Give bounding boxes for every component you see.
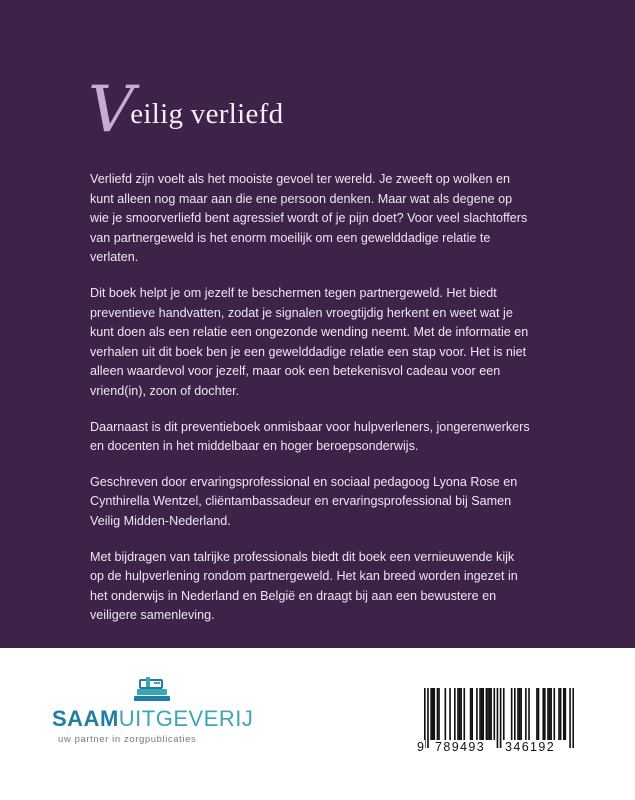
barcode-bar xyxy=(547,688,549,740)
barcode-bar xyxy=(572,688,574,748)
barcode-bar xyxy=(481,688,483,740)
barcode-bar xyxy=(538,688,540,740)
barcode-bar xyxy=(500,688,502,748)
barcode-bar xyxy=(449,688,451,740)
barcode-bar xyxy=(463,688,465,740)
barcode-bar xyxy=(487,688,489,740)
barcode-bar xyxy=(528,688,530,740)
barcode-bar xyxy=(424,688,426,748)
barcode-bar xyxy=(544,688,546,740)
isbn-barcode xyxy=(417,688,574,756)
barcode-bar xyxy=(486,688,488,740)
barcode-bar xyxy=(437,688,439,740)
barcode-bar xyxy=(432,688,434,740)
barcode-bar xyxy=(520,688,522,740)
barcode-bar xyxy=(438,688,440,740)
barcode-bar xyxy=(563,688,565,740)
barcode-bar xyxy=(525,688,527,740)
barcode-bar xyxy=(497,688,499,748)
blurb-text xyxy=(90,170,530,642)
barcode-left-group: 789493 xyxy=(435,740,486,754)
barcode-bar xyxy=(433,688,435,740)
barcode-bar xyxy=(457,688,459,740)
barcode-bar xyxy=(536,688,538,740)
publisher-tagline: uw partner in zorgpublicaties xyxy=(58,734,197,745)
barcode-bar xyxy=(430,688,432,740)
barcode-bar xyxy=(565,688,567,740)
barcode-first-digit: 9 xyxy=(417,740,424,754)
barcode-bar xyxy=(471,688,473,740)
blurb-paragraph: Dit boek helpt je om jezelf te beschermen tegen partnergeweld. Het biedt preventieve handvatten, zodat je signalen vroegtijdig herkent en weet wat je kunt doen als een relatie een ongezonde wending neemt. Met de informatie en verhalen uit dit boek ben je een gewelddadige relatie een stap voor. Het is niet alleen waardevol voor jezelf, maar ook een betekenisvol cadeau voor een vriend(in), zoon of dochter. xyxy=(90,285,529,398)
barcode-bar xyxy=(470,688,472,740)
barcode-bar xyxy=(560,688,562,740)
barcode-bar xyxy=(427,688,429,748)
barcode-bar xyxy=(511,688,513,740)
book-stack-icon xyxy=(132,676,172,704)
barcode-bar xyxy=(549,688,551,740)
barcode-bar xyxy=(558,688,560,740)
blurb-paragraph: Verliefd zijn voelt als het mooiste gevoel ter wereld. Je zweeft op wolken en kunt alleen nog maar aan die ene persoon denken. Maar wat als degene op wie je smoorverliefd bent agressief wordt of je pijn doet? Voor veel slachtoffers van partnergeweld is het enorm moeilijk om een gewelddadige relatie te verlaten. xyxy=(90,172,528,265)
barcode-bar xyxy=(454,688,456,740)
barcode-digits xyxy=(417,740,574,756)
barcode-bar xyxy=(542,688,544,740)
barcode-bar xyxy=(476,688,478,740)
barcode-bar xyxy=(550,688,552,740)
book-title xyxy=(88,70,284,147)
barcode-bar xyxy=(482,688,484,740)
barcode-bar xyxy=(490,688,492,740)
barcode-bar xyxy=(460,688,462,740)
publisher-logo xyxy=(52,676,262,746)
barcode-bar xyxy=(517,688,519,740)
publisher-name-rest: UITGEVERIJ xyxy=(118,706,254,731)
barcode-bars xyxy=(424,688,574,748)
barcode-bar xyxy=(503,688,505,740)
blurb-paragraph: Geschreven door ervaringsprofessional en sociaal pedagoog Lyona Rose en Cynthirella Wentzel, cliëntambassadeur en ervaringsprofessional bij Samen Veilig Midden-Nederland. xyxy=(90,474,518,528)
barcode-bar xyxy=(489,688,491,740)
barcode-bar xyxy=(519,688,521,740)
barcode-bar xyxy=(514,688,516,740)
barcode-right-group: 346192 xyxy=(505,740,556,754)
barcode-bar xyxy=(459,688,461,740)
title-initial: V xyxy=(88,73,135,147)
publisher-name-bold: SAAM xyxy=(52,706,119,731)
barcode-bar xyxy=(479,688,481,740)
barcode-bar xyxy=(493,688,495,740)
title-rest: eilig verliefd xyxy=(130,98,284,130)
blurb-paragraph: Daarnaast is dit preventieboek onmisbaar voor hulpverleners, jongerenwerkers en docenten in het middelbaar en hoger beroepsonderwijs. xyxy=(90,419,530,454)
publisher-name xyxy=(52,706,253,732)
blurb-paragraph: Met bijdragen van talrijke professionals biedt dit boek een vernieuwende kijk op de hulpverlening rondom partnergeweld. Het kan breed worden ingezet in het onderwijs in Nederland en België en draagt bij aan een bewustere en veiligere samenleving. xyxy=(90,549,518,623)
barcode-bar xyxy=(569,688,571,748)
barcode-bar xyxy=(553,688,555,740)
barcode-bar xyxy=(445,688,447,740)
